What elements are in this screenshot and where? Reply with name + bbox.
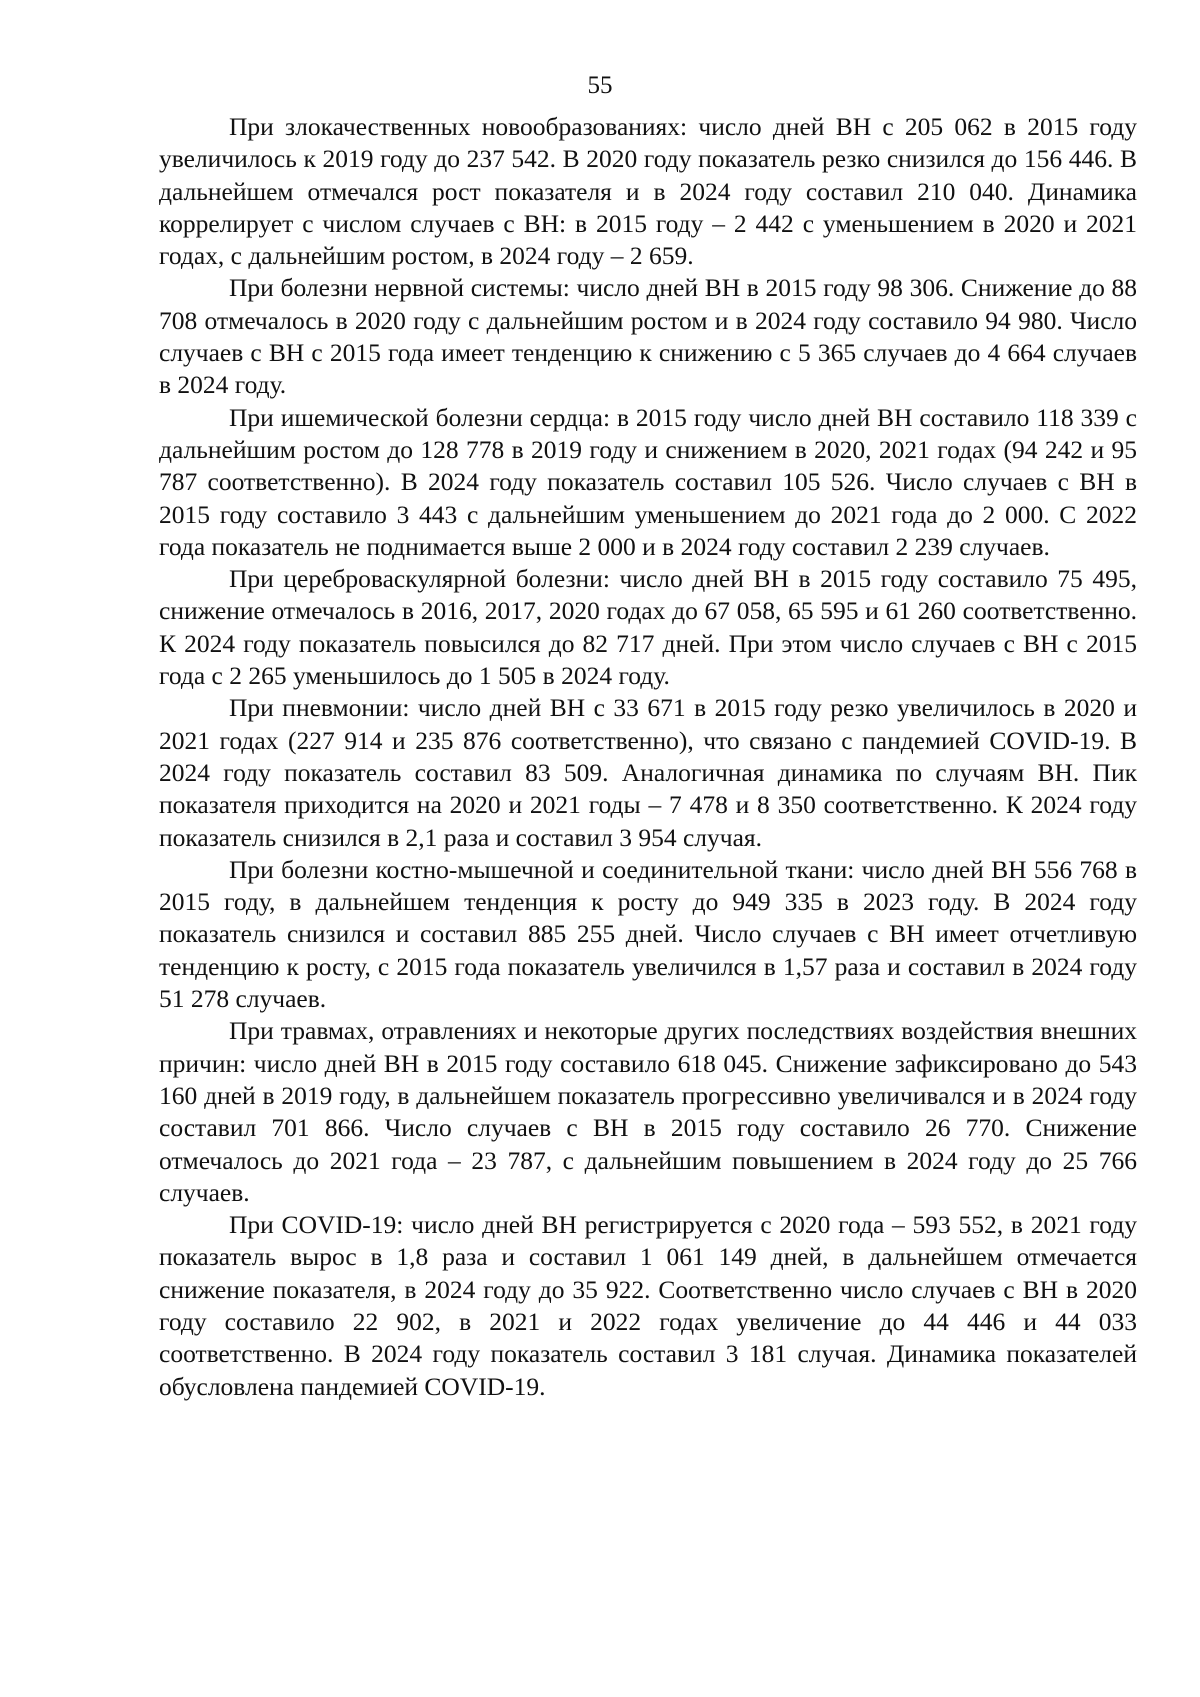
paragraph-pneumonia: При пневмонии: число дней ВН с 33 671 в 2015 году резко увеличилось в 2020 и 2021 годах (227 914 и 235 876 соответственно), что связано с пандемией COVID-19. В 2024 году показатель составил 83 509. Аналогичная динамика по случаям ВН. Пик показателя приходится на 2020 и 2021 годы – 7 478 и 8 350 соответственно. К 2024 году показатель снизился в 2,1 раза и составил 3 954 случая. (159, 693, 1137, 852)
paragraph-injuries-poisoning: При травмах, отравлениях и некоторые других последствиях воздействия внешних причин: число дней ВН в 2015 году составило 618 045. Снижение зафиксировано до 543 160 дней в 2019 году, в дальнейшем показатель прогрессивно увеличивался и в 2024 году составил 701 866. Число случаев с ВН в 2015 году составило 26 770. Снижение отмечалось до 2021 года – 23 787, с дальнейшим повышением в 2024 году до 25 766 случаев. (159, 1016, 1137, 1207)
paragraph-covid-19: При COVID-19: число дней ВН регистрируется с 2020 года – 593 552, в 2021 году показатель вырос в 1,8 раза и составил 1 061 149 дней, в дальнейшем отмечается снижение показателя, в 2024 году до 35 922. Соответственно число случаев с ВН в 2020 году составило 22 902, в 2021 и 2022 годах увеличение до 44 446 и 44 033 соответственно. В 2024 году показатель составил 3 181 случая. Динамика показателей обусловлена пандемией COVID-19. (159, 1210, 1137, 1401)
paragraph-cerebrovascular-disease: При цереброваскулярной болезни: число дней ВН в 2015 году составило 75 495, снижение отмечалось в 2016, 2017, 2020 годах до 67 058, 65 595 и 61 260 соответственно. К 2024 году показатель повысился до 82 717 дней. При этом число случаев с ВН с 2015 года с 2 265 уменьшилось до 1 505 в 2024 году. (159, 564, 1137, 691)
paragraph-ischemic-heart-disease: При ишемической болезни сердца: в 2015 году число дней ВН составило 118 339 с дальнейшим ростом до 128 778 в 2019 году и снижением в 2020, 2021 годах (94 242 и 95 787 соответственно). В 2024 году показатель составил 105 526. Число случаев с ВН в 2015 году составило 3 443 с дальнейшим уменьшением до 2021 года до 2 000. С 2022 года показатель не поднимается выше 2 000 и в 2024 году составил 2 239 случаев. (159, 402, 1137, 561)
paragraph-nervous-system: При болезни нервной системы: число дней ВН в 2015 году 98 306. Снижение до 88 708 отмечалось в 2020 году с дальнейшим ростом и в 2024 году составило 94 980. Число случаев с ВН с 2015 года имеет тенденцию к снижению с 5 365 случаев до 4 664 случаев в 2024 году. (159, 273, 1137, 400)
page-number: 55 (587, 72, 613, 99)
document-body (159, 111, 1137, 1403)
paragraph-musculoskeletal: При болезни костно-мышечной и соединительной ткани: число дней ВН 556 768 в 2015 году, в дальнейшем тенденция к росту до 949 335 в 2023 году. В 2024 году показатель снизился и составил 885 255 дней. Число случаев с ВН имеет отчетливую тенденцию к росту, с 2015 года показатель увеличился в 1,57 раза и составил в 2024 году 51 278 случаев. (159, 854, 1137, 1014)
paragraph-malignant-neoplasms: При злокачественных новообразованиях: число дней ВН с 205 062 в 2015 году увеличилось к 2019 году до 237 542. В 2020 году показатель резко снизился до 156 446. В дальнейшем отмечался рост показателя и в 2024 году составил 210 040. Динамика коррелирует с числом случаев с ВН: в 2015 году – 2 442 с уменьшением в 2020 и 2021 годах, с дальнейшим ростом, в 2024 году – 2 659. (159, 112, 1137, 271)
